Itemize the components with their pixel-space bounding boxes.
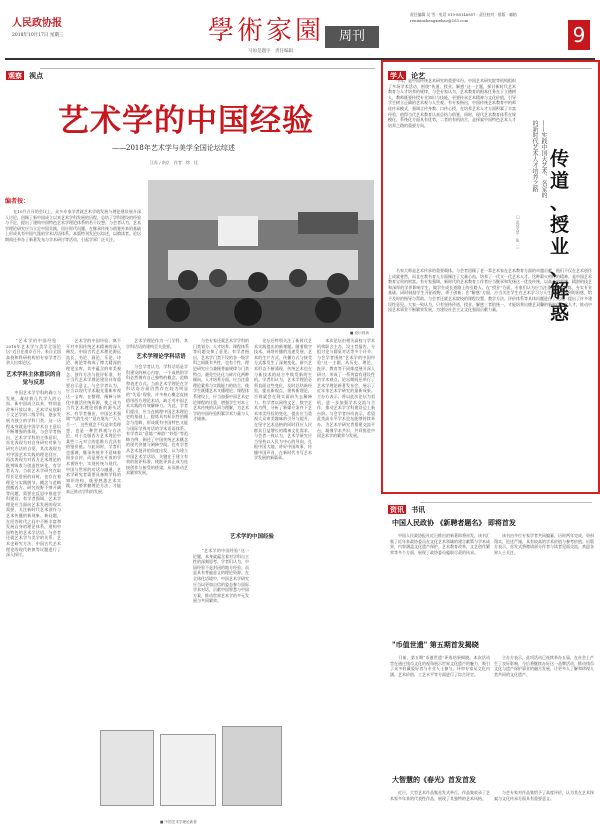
weekly-badge: 周刊 [325, 26, 379, 48]
left-label-prefix: 观察 [8, 71, 22, 80]
book-cover-2 [160, 734, 216, 806]
news-title-1: 中国人民政协 《新聘者题名》 即将首发 [392, 518, 516, 527]
right-label-text: 论艺 [411, 71, 426, 80]
article-byline: 江苏 / 南京 作者：徐 佳 [150, 160, 198, 165]
body-column-5 [254, 338, 312, 718]
subhead-3: 艺术学的中国经验 [229, 534, 274, 540]
title-char: 道 [550, 170, 570, 192]
title-char: 、 [550, 258, 570, 280]
body-column-1 [6, 390, 61, 802]
news-body-3a [390, 790, 490, 832]
editor-info: 责任编辑 吴 雪 · 电话 010-88146807 · 责任校对 · 排版 · 邮箱 renminzhengxiebao@163.com [410, 12, 517, 23]
books-caption: ■ 中国艺术学理论新著 [160, 820, 197, 824]
news-body-1b [494, 533, 594, 633]
news-title-3: 大智慧的《春光》首发首发 [392, 775, 476, 784]
books-image [100, 726, 284, 808]
photo-caption: ■ 论坛现场 [350, 331, 369, 335]
news-body-2a [390, 655, 490, 765]
body-column-3a [126, 338, 188, 350]
right-label-rule [420, 68, 592, 69]
article-subtitle: ——2018年艺术学与美学全国论坛综述 [112, 144, 235, 152]
left-label-rule [40, 68, 375, 69]
news-body-1a [390, 533, 490, 633]
title-char: 惑 [550, 302, 570, 324]
left-section-label [6, 63, 43, 82]
bottom-label-text: 书讯 [411, 505, 426, 514]
book-cover-3 [222, 726, 282, 806]
title-char: 业 [550, 236, 570, 258]
right-label-prefix: 学人 [390, 71, 404, 80]
subhead-1: 艺术学科主体意识的自觉与反思 [6, 372, 62, 386]
body-column-1a [6, 338, 61, 368]
forum-photo-image [148, 180, 374, 328]
editor-note [5, 196, 141, 308]
body-column-4b [193, 548, 249, 718]
news-body-3b [494, 790, 594, 832]
article-title: 艺术学的中国经验 [58, 103, 314, 139]
editor-note-head: 编者按： [5, 198, 30, 205]
body-column-3 [126, 364, 188, 724]
body-column-4 [193, 338, 249, 528]
book-cover-1 [100, 730, 154, 806]
title-char: 传 [550, 148, 570, 170]
right-body-bottom [388, 268, 592, 484]
subtitle-line-1: ——实践中国大艺术、名家的 [540, 120, 547, 198]
title-subline: 马如是题字 责任编辑 [248, 49, 293, 54]
title-char: 授 [550, 214, 570, 236]
right-body-top [388, 78, 516, 264]
editor-note-text [5, 209, 141, 305]
right-article-subtitle [530, 120, 548, 270]
newspaper-logo: 人民政协报 [12, 18, 62, 29]
title-char: 、 [550, 192, 570, 214]
bottom-label-rule [420, 502, 592, 503]
news-title-2: "币值世遗" 第五期首发揭晓 [392, 640, 479, 649]
subhead-2: 艺术学理论学科话语 [136, 354, 186, 360]
page-number: 9 [568, 20, 590, 50]
body-column-6 [317, 338, 375, 718]
right-article-byline: □ 武汉大学 张 三 [516, 215, 520, 249]
forum-photo [148, 180, 374, 328]
title-char: 解 [550, 280, 570, 302]
bottom-label-prefix: 资讯 [390, 505, 404, 514]
issue-date: 2018年10月17日 星期三 [12, 33, 64, 38]
news-body-2b [494, 655, 594, 765]
bottom-section-label [388, 497, 425, 516]
section-title: 學術家園 [208, 16, 325, 46]
subtitle-line-2: 的新时代艺术人才培养之路 [531, 120, 538, 192]
left-label-text: 视点 [29, 71, 44, 80]
